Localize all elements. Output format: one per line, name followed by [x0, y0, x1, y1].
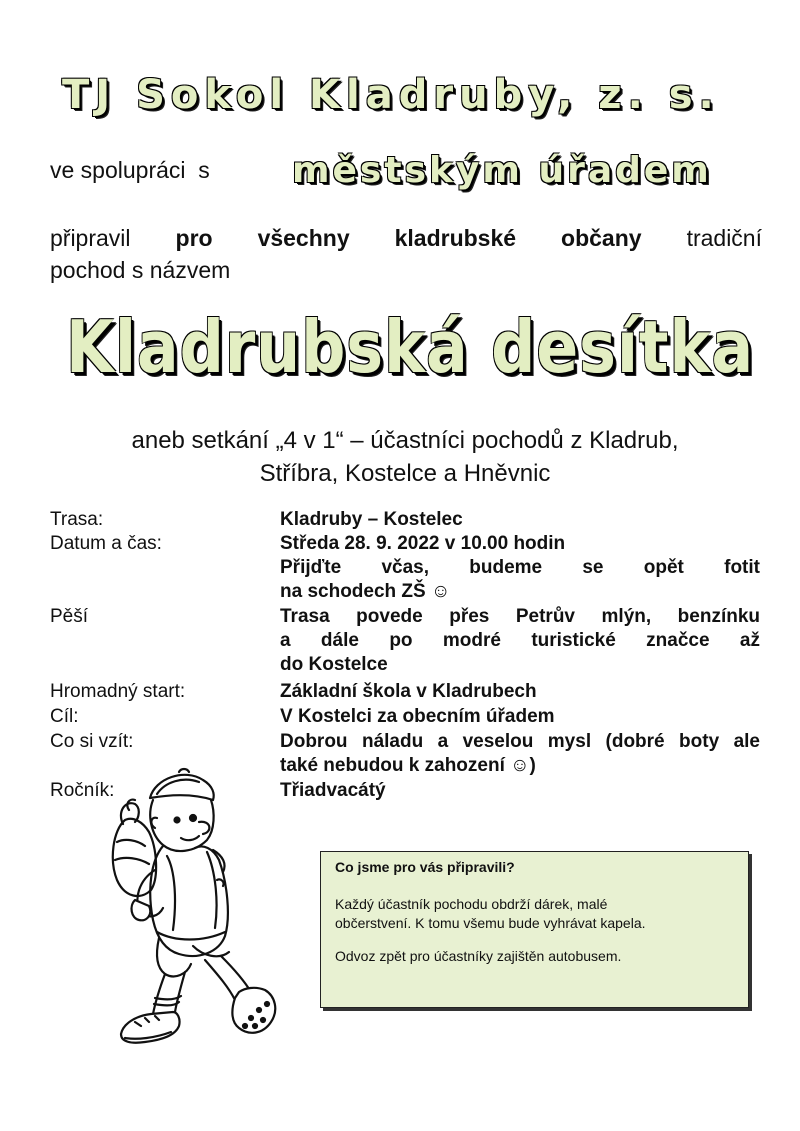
detail-value-block: [280, 556, 760, 604]
detail-value: Základní škola v Kladrubech: [280, 681, 537, 702]
intro-bold-word: pro: [175, 225, 213, 251]
collaboration-label: ve spolupráci s: [50, 157, 210, 183]
intro-bold-word: všechny: [257, 225, 350, 251]
detail-value-line: Trasa povede přes Petrův mlýn, benzínku: [280, 606, 760, 627]
intro-line-1: [50, 222, 762, 254]
detail-label: Co si vzít:: [50, 731, 134, 752]
detail-label: Datum a čas:: [50, 533, 162, 554]
detail-value-line: Přijďte včas, budeme se opět fotit: [280, 557, 760, 578]
detail-value-line: a dále po modré turistické značce až: [280, 630, 760, 651]
detail-value: Třiadvacátý: [280, 780, 386, 801]
detail-label: Ročník:: [50, 780, 115, 801]
intro-bold-word: kladrubské: [394, 225, 517, 251]
organization-title: TJ Sokol Kladruby, z. s.: [62, 72, 720, 118]
detail-value: V Kostelci za obecním úřadem: [280, 706, 555, 727]
info-box: [320, 851, 749, 1008]
detail-label: Trasa:: [50, 509, 104, 530]
info-box-paragraph: Každý účastník pochodu obdrží dárek, malé občerstvení. K tomu všemu bude vyhrávat kapela.: [335, 896, 646, 931]
info-box-paragraph: Odvoz zpět pro účastníky zajištěn autobusem.: [335, 948, 622, 964]
detail-label: Hromadný start:: [50, 681, 186, 702]
intro-text: [50, 222, 762, 286]
detail-label: Pěší: [50, 606, 89, 627]
detail-value-line: na schodech ZŠ ☺: [280, 581, 451, 602]
partner-office-title: městským úřadem: [292, 150, 712, 191]
subtitle-line-1: aneb setkání „4 v 1“ – účastníci pochodů z Kladrub,: [131, 427, 679, 454]
event-subtitle: [40, 424, 770, 490]
detail-value: Středa 28. 9. 2022 v 10.00 hodin: [280, 533, 566, 554]
detail-value-block: [280, 730, 760, 778]
intro-word: připravil: [50, 225, 131, 251]
detail-label: Cíl:: [50, 706, 79, 727]
intro-bold-word: občany: [561, 225, 642, 251]
detail-row-walk: [50, 605, 760, 677]
detail-row-photo: [50, 556, 760, 604]
detail-value-block: [280, 605, 760, 677]
intro-line-2: pochod s názvem: [50, 257, 231, 283]
detail-value-line: do Kostelce: [280, 654, 388, 675]
detail-value: Kladruby – Kostelec: [280, 509, 463, 530]
detail-value-line: Dobrou náladu a veselou mysl (dobré boty ale: [280, 731, 760, 752]
info-box-heading: Co jsme pro vás připravili?: [335, 859, 515, 875]
intro-word: tradiční: [686, 225, 762, 251]
subtitle-line-2: Stříbra, Kostelce a Hněvnic: [259, 460, 551, 487]
detail-value-line: také nebudou k zahození ☺): [280, 755, 536, 776]
event-title: Kladrubská desítka: [66, 305, 755, 389]
hiker-illustration: [95, 760, 305, 1060]
